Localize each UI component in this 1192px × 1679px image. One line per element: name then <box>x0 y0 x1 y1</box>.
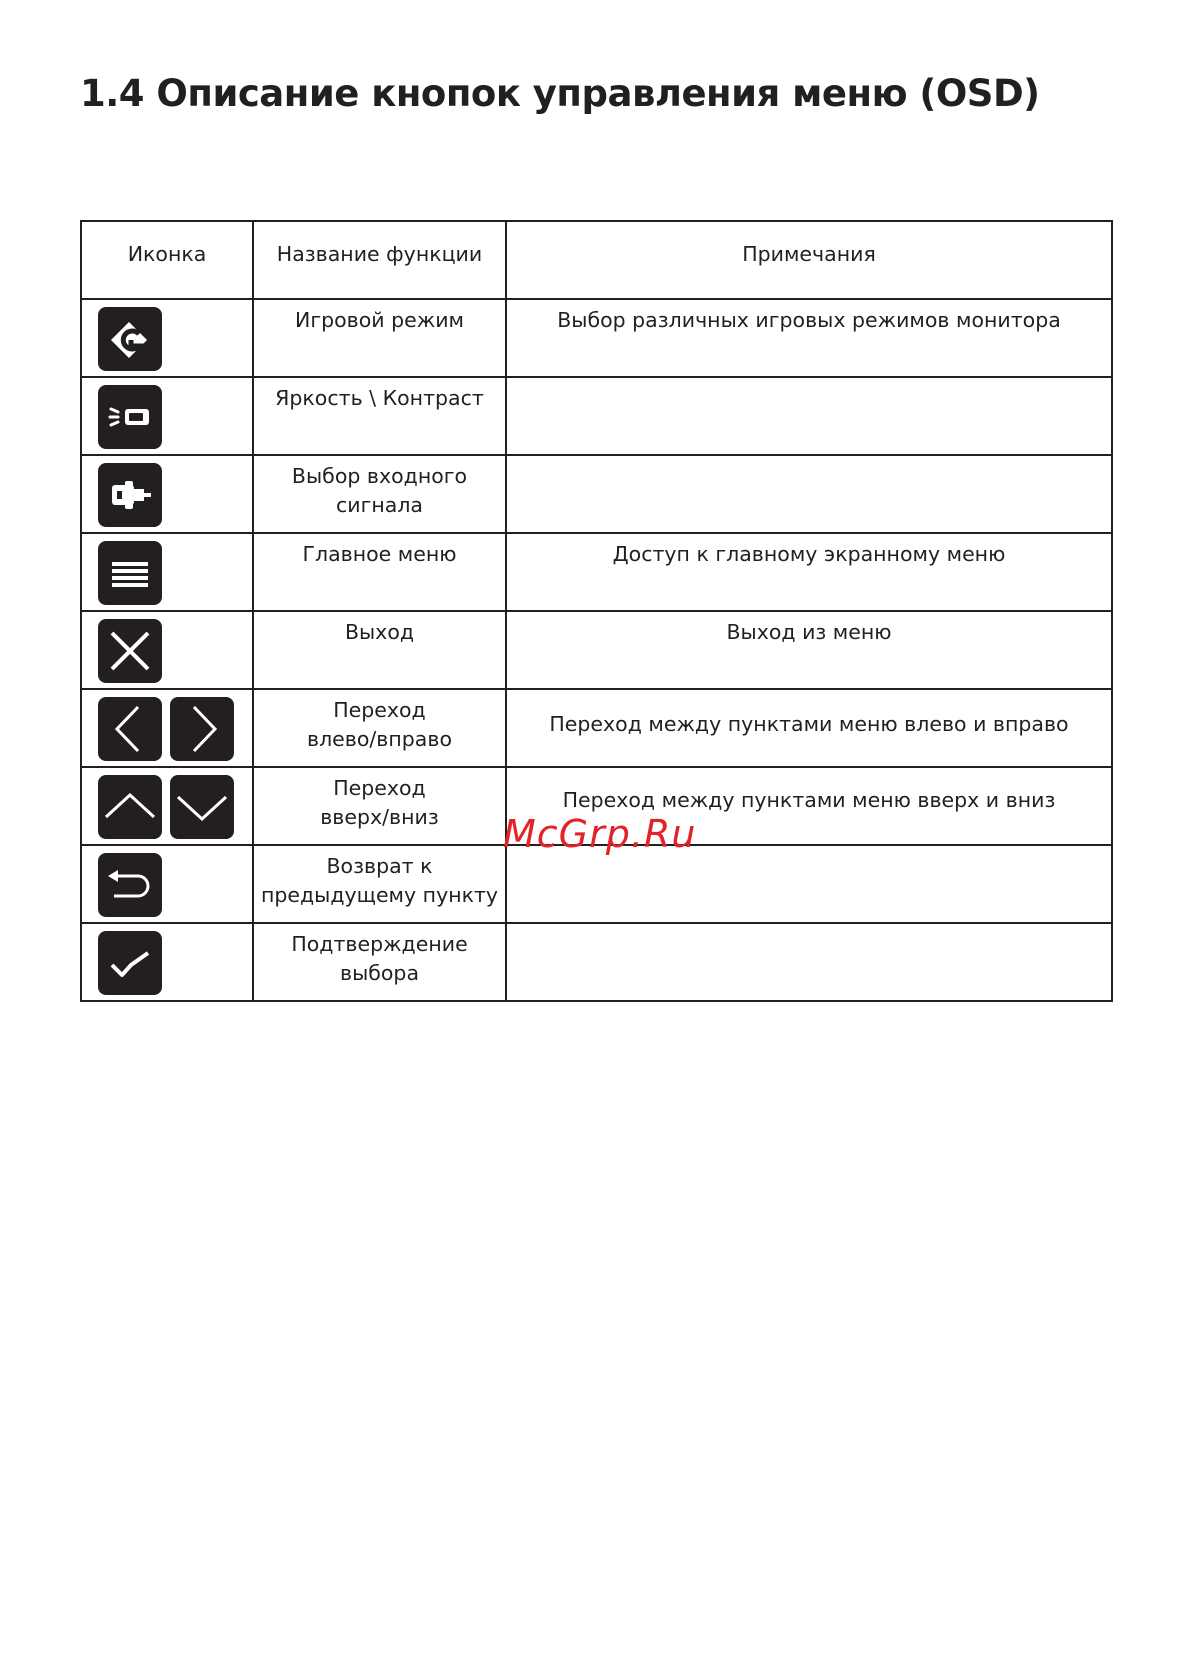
function-name-line: Яркость \ Контраст <box>275 386 484 410</box>
chevron-right-icon <box>170 697 234 761</box>
function-name-cell <box>253 611 506 689</box>
function-name-line: сигнала <box>336 493 423 517</box>
function-name-cell <box>253 299 506 377</box>
note-cell: Доступ к главному экранному меню <box>506 533 1112 611</box>
function-name-cell <box>253 923 506 1001</box>
note-cell: Переход между пунктами меню вверх и вниз <box>506 767 1112 845</box>
watermark: McGrp.Ru <box>503 812 697 856</box>
function-name-cell <box>253 455 506 533</box>
function-name-line: предыдущему пункту <box>260 883 499 907</box>
menu-icon <box>98 541 162 605</box>
table-row <box>81 845 1112 923</box>
table-row <box>81 299 1112 377</box>
note-cell: Выход из меню <box>506 611 1112 689</box>
function-name-line: Главное меню <box>302 542 457 566</box>
function-name-line: Подтверждение <box>291 932 468 956</box>
table-row <box>81 455 1112 533</box>
header-function-name: Название функции <box>253 221 506 299</box>
function-name-line: выбора <box>339 961 420 985</box>
function-name-line: влево/вправо <box>306 727 452 751</box>
note-cell <box>506 455 1112 533</box>
chevron-down-icon <box>170 775 234 839</box>
function-name-cell <box>253 689 506 767</box>
brightness-contrast-icon <box>98 385 162 449</box>
note-cell: Переход между пунктами меню влево и вправо <box>506 689 1112 767</box>
icon-cell <box>81 689 253 767</box>
osd-buttons-table <box>80 220 1113 1002</box>
function-name-line: Переход <box>333 698 426 722</box>
chevron-up-icon <box>98 775 162 839</box>
table-row <box>81 923 1112 1001</box>
note-cell <box>506 923 1112 1001</box>
table-row <box>81 533 1112 611</box>
checkmark-icon <box>98 931 162 995</box>
icon-cell <box>81 611 253 689</box>
return-icon <box>98 853 162 917</box>
table-row <box>81 611 1112 689</box>
note-cell <box>506 377 1112 455</box>
input-source-icon <box>98 463 162 527</box>
function-name-cell <box>253 767 506 845</box>
icon-cell <box>81 299 253 377</box>
function-name-line: Выбор входного <box>291 464 468 488</box>
note-cell: Выбор различных игровых режимов монитора <box>506 299 1112 377</box>
function-name-line: Возврат к <box>326 854 433 878</box>
icon-cell <box>81 533 253 611</box>
function-name-cell <box>253 377 506 455</box>
icon-cell <box>81 455 253 533</box>
close-icon <box>98 619 162 683</box>
function-name-line: Игровой режим <box>294 308 464 332</box>
icon-cell <box>81 923 253 1001</box>
header-notes: Примечания <box>506 221 1112 299</box>
gaming-mode-icon <box>98 307 162 371</box>
function-name-cell <box>253 845 506 923</box>
function-name-line: Выход <box>344 620 415 644</box>
function-name-line: Переход <box>333 776 426 800</box>
note-cell <box>506 845 1112 923</box>
table-row <box>81 689 1112 767</box>
icon-cell <box>81 845 253 923</box>
header-icon: Иконка <box>81 221 253 299</box>
function-name-cell <box>253 533 506 611</box>
table-header-row <box>81 221 1112 299</box>
chevron-left-icon <box>98 697 162 761</box>
table-row <box>81 377 1112 455</box>
icon-cell <box>81 767 253 845</box>
icon-cell <box>81 377 253 455</box>
function-name-line: вверх/вниз <box>320 805 439 829</box>
page-title: 1.4 Описание кнопок управления меню (OSD) <box>80 72 1040 115</box>
